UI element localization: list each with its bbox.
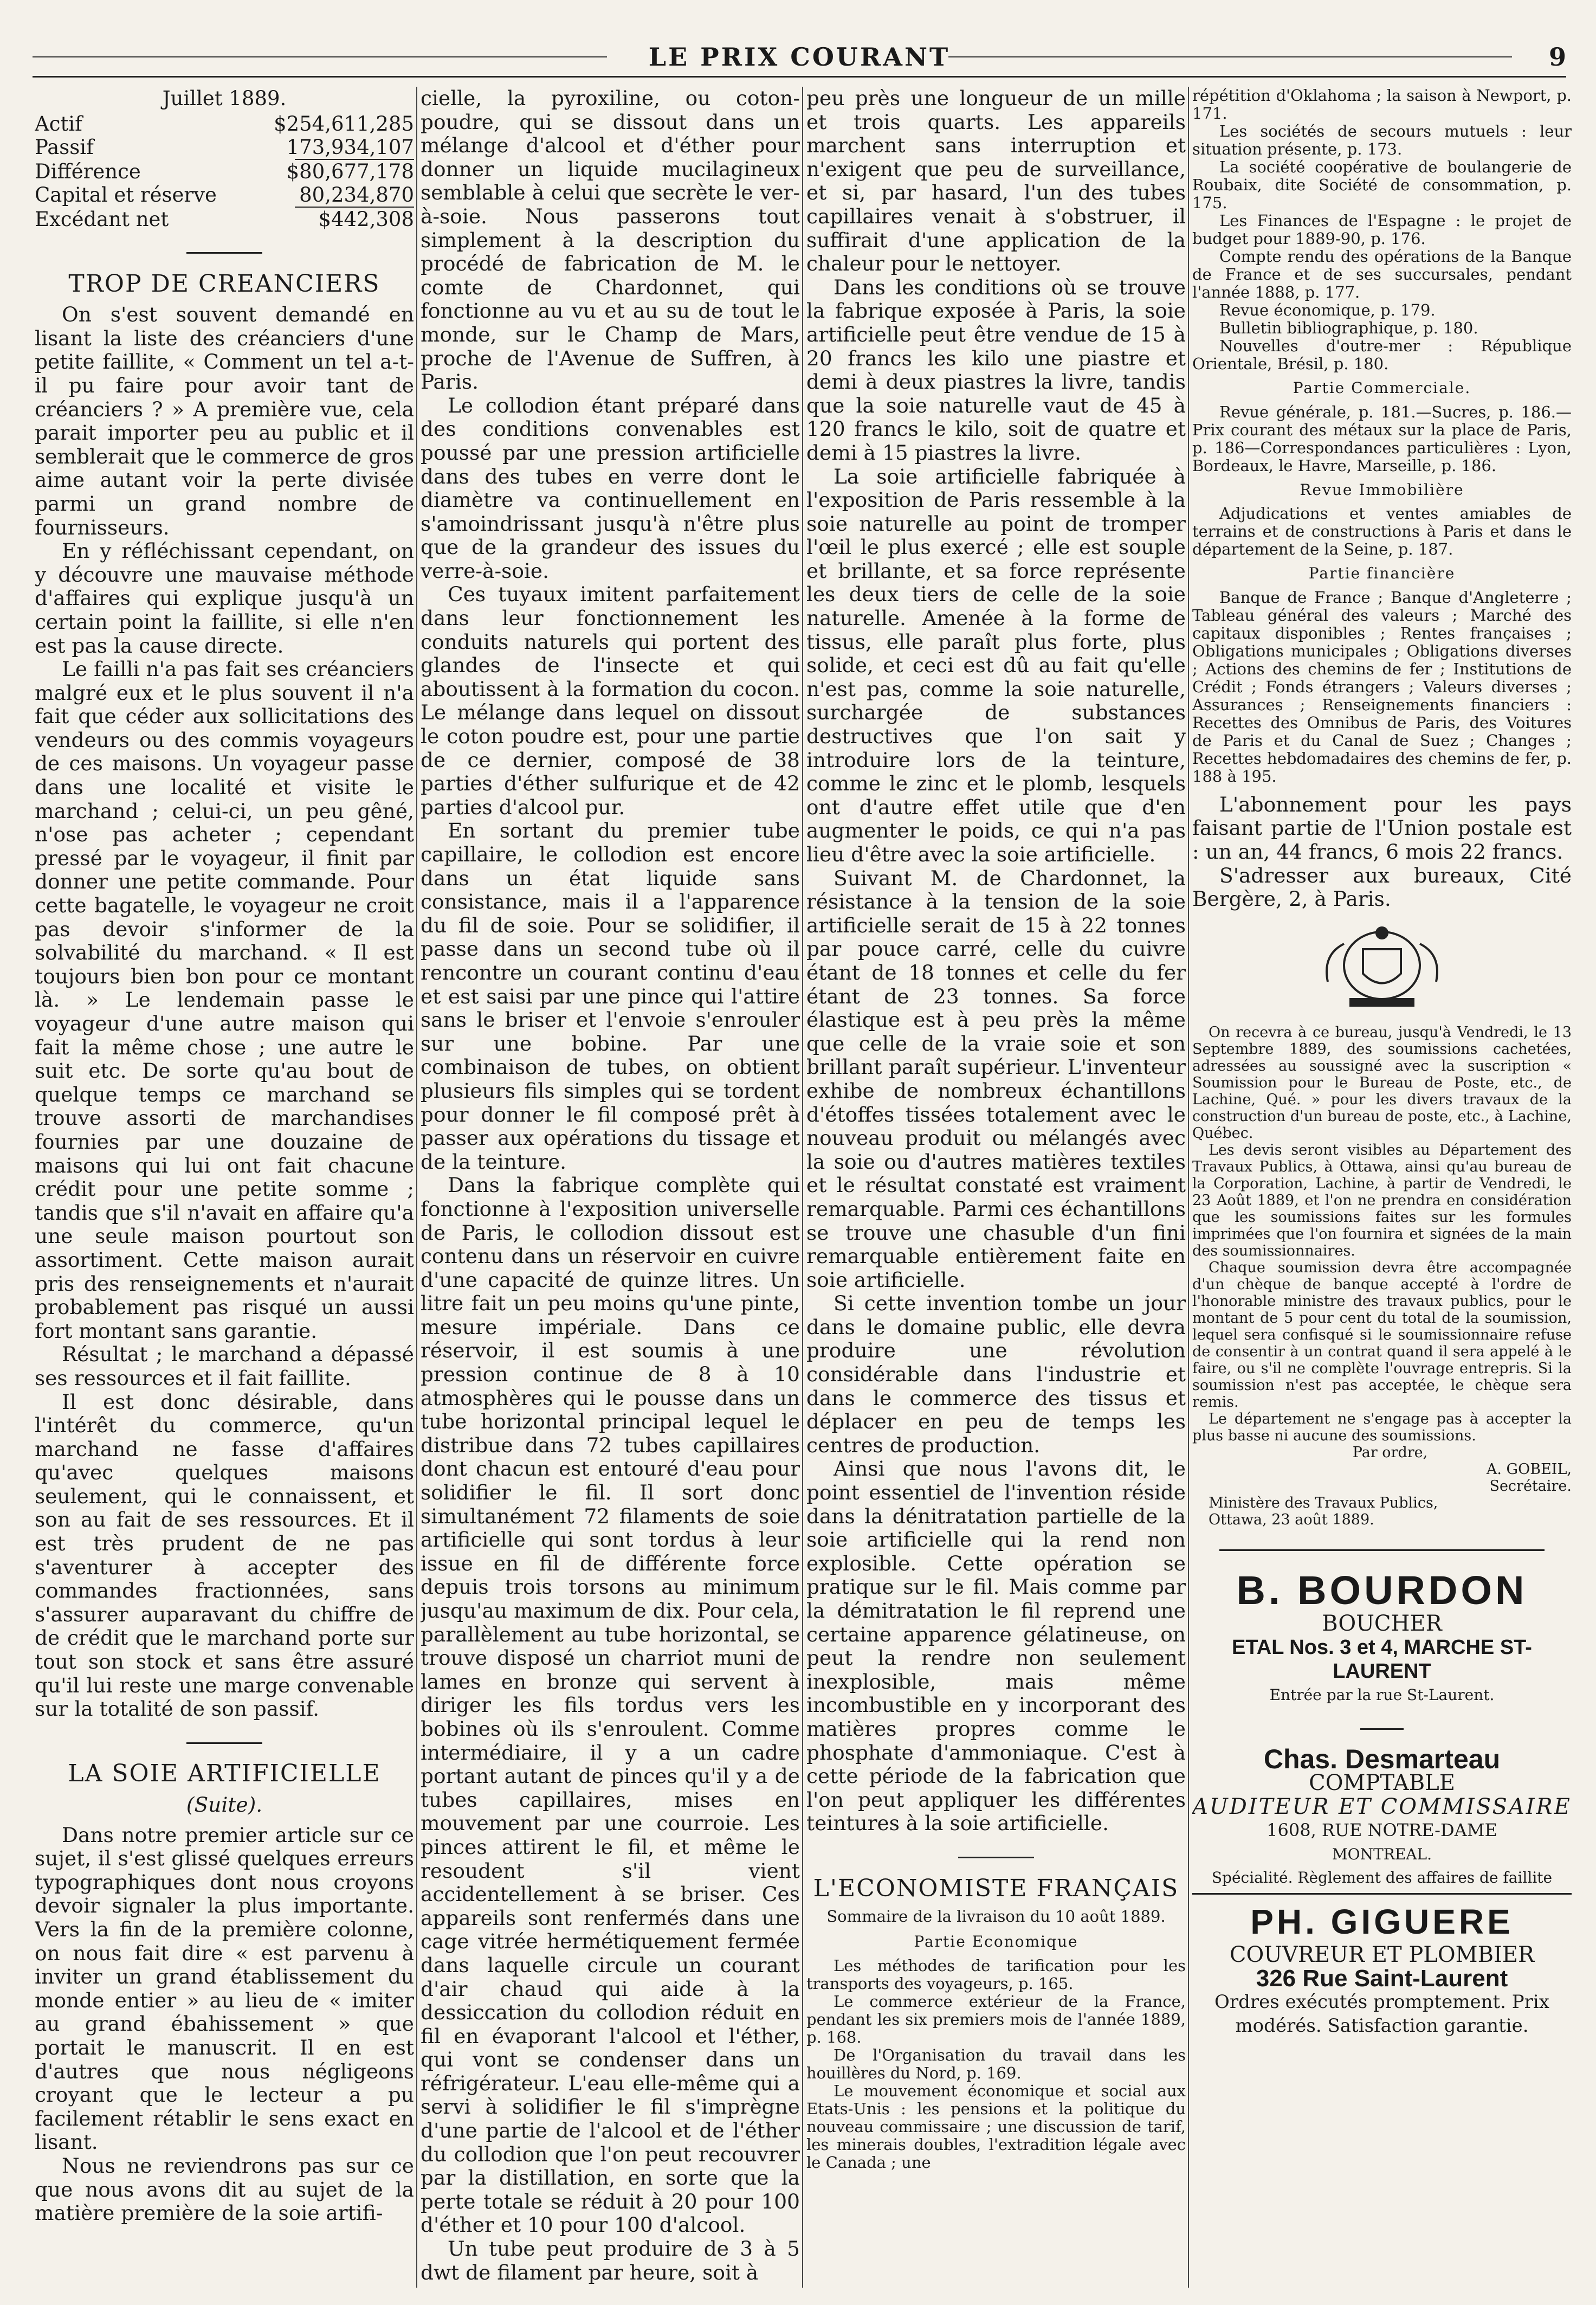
article-title: LA SOIE ARTIFICIELLE bbox=[68, 1760, 381, 1788]
notice-signature: A. GOBEIL, bbox=[1486, 1460, 1572, 1478]
summary-item: Compte rendu des opérations de la Banque de France et de ses succursales, pendant l'année 1888, p. 177. bbox=[1192, 247, 1572, 301]
summary-item: Nouvelles d'outre-mer : République Orientale, Brésil, p. 180. bbox=[1192, 337, 1572, 373]
article-paragraph: cielle, la pyroxiline, ou coton-poudre, qui se dissout dans un mélange d'alcool et d'éther pour donner un liquide mucilagineux semblable à celui que secrète le ver-à-soie. Nous passerons tout simplement à la description du procédé de fabrication de M. le comte de Chardonnet, qui fonctionne au vu et au su de tout le monde, sur le Champ de Mars, proche de l'Avenue de Suffren, à Paris. bbox=[421, 87, 800, 394]
notice-ministry: Ministère des Travaux Publics, bbox=[1209, 1494, 1438, 1511]
article-paragraph: La soie artificielle fabriquée à l'exposition de Paris ressemble à la soie naturelle au point de tromper l'œil le plus exercé ; elle est souple et brillante, et sa force représente les deux tiers de celle de la soie naturelle. Amenée à la forme de tissus, elle paraît plus forte, plus solide, et ceci est dû au fait qu'elle n'est pas, comme la soie naturelle, surchargée de substances destructives que l'on sait y introduire lors de la teinture, comme le zinc et le plomb, lesquels ont d'autre effet utile que d'en augmenter le poids, ce qui n'a pas lieu d'être avec la soie artificielle. bbox=[806, 464, 1186, 866]
article-paragraph: En sortant du premier tube capillaire, le collodion est encore dans un état liquide sans consistance, mais il a l'apparence du fil de soie. Pour se solidifier, il passe dans un second tube où il rencontre un courant continu d'eau et est saisi par une pince qui l'attire sans le briser et l'envoie s'enrouler sur une bobine. Par une combinaison de tubes, on obtient plusieurs fils simples qui se tordent pour donner le fil composé prêt à passer aux opérations du tissage et de la teinture. bbox=[421, 819, 800, 1174]
section-separator bbox=[35, 240, 414, 263]
statement-row: Actif $254,611,285 bbox=[35, 112, 414, 136]
ad-giguere-name: PH. GIGUERE bbox=[1250, 1902, 1514, 1941]
subscription-text: L'abonnement pour les pays faisant partie de l'Union postale est : un an, 44 francs, 6 mois 22 francs. bbox=[1192, 792, 1572, 864]
ad-bourdon-trade: BOUCHER bbox=[1322, 1611, 1442, 1637]
section-title: L'ECONOMISTE FRANÇAIS bbox=[813, 1874, 1179, 1902]
address-text: S'adresser aux bureaux, Cité Bergère, 2, à Paris. bbox=[1192, 863, 1572, 911]
notice-paragraph: Chaque soumission devra être accompagnée d'un chèque de banque accepté à l'ordre de l'honorable ministre des travaux publics, pour le montant de 5 pour cent du total de la soumission, lequel sera confisqué si le soumissionnaire refuse de consentir à un contrat quand il sera appelé à le faire, ou s'il ne complète l'ouvrage entrepris. Si la soumission n'est pas acceptée, le chèque sera remis. bbox=[1192, 1259, 1572, 1411]
article-paragraph: Ces tuyaux imitent parfaitement dans leur fonctionnement les conduits naturels qui portent des glandes de l'insecte et qui aboutissent à la formation du cocon. Le mélange dans lequel on dissout le coton poudre est, pour une partie de ce dernier, composé de 38 parties d'éther sulfurique et de 42 parties d'alcool pur. bbox=[421, 582, 800, 819]
article-paragraph: Suivant M. de Chardonnet, la résistance à la tension de la soie artificielle serait de 15 à 22 tonnes par pouce carré, celle du cuivre étant de 18 tonnes et celle du fer étant de 23 tonnes. Sa force élastique est à peu près la même que celle de la vraie soie et son brillant paraît supérieur. L'inventeur exhibe de nombreux échantillons d'étoffes tissées totalement avec le nouveau produit ou mélangés avec la soie ou d'autres matières textiles et le résultat constaté est vraiment remarquable. Parmi ces échantillons se trouve une chasuble d'un fini remarquable entièrement faite en soie artificielle. bbox=[806, 866, 1186, 1292]
column-2 bbox=[421, 87, 800, 2288]
column-1 bbox=[35, 87, 414, 2288]
ad-desmarteau-title: AUDITEUR ET COMMISSAIRE bbox=[1192, 1794, 1572, 1819]
ad-bourdon-stall: ETAL Nos. 3 et 4, MARCHE ST-LAURENT bbox=[1232, 1636, 1532, 1683]
summary-item: Le mouvement économique et social aux Etats-Unis : les pensions et la politique du nouveau commissaire ; une discussion de tarif, les minerais doubles, l'extradition légale avec le Canada ; une bbox=[806, 2081, 1186, 2172]
ad-desmarteau-trade: COMPTABLE bbox=[1309, 1770, 1455, 1795]
ad-giguere-trade: COUVREUR ET PLOMBIER bbox=[1229, 1942, 1535, 1967]
section-separator bbox=[35, 1730, 414, 1754]
article-paragraph: Un tube peut produire de 3 à 5 dwt de filament par heure, soit à bbox=[421, 2237, 800, 2284]
summary-item: Les Finances de l'Espagne : le projet de budget pour 1889-90, p. 176. bbox=[1192, 211, 1572, 248]
summary-item: Banque de France ; Banque d'Angleterre ; Tableau général des valeurs ; Marché des capitaux disponibles ; Rentes françaises ; Obligations municipales ; Obligations diverses ; Actions des chemins de fer ; Institutions de Crédit ; Fonds étrangers ; Valeurs diverses ; Assurances ; Renseignements financiers : Recettes des Omnibus de Paris, des Voitures de Paris et du Canal de Suez ; Changes ; Recettes hebdomadaires des chemins de fer, p. 188 à 195. bbox=[1192, 588, 1572, 785]
section-separator bbox=[1192, 1716, 1572, 1740]
article-subtitle: (Suite). bbox=[186, 1793, 263, 1817]
article-paragraph: Dans notre premier article sur ce sujet, il s'est glissé quelques erreurs typographiques dont nous croyons devoir signaler la plus importante. Vers la fin de la première colonne, on nous fait dire « est parvenu à inviter un grand établissement du monde entier » au lieu de « imiter au grand ébahissement » que portait le manuscrit. Il en est d'autres que nous négligeons croyant que le lecteur a pu facilement rétablir le sens exact en lisant. bbox=[35, 1823, 414, 2154]
page-number: 9 bbox=[1548, 42, 1566, 72]
section-separator bbox=[806, 1844, 1186, 1868]
notice-by-order: Par ordre, bbox=[1352, 1444, 1428, 1461]
article-paragraph: Résultat ; le marchand a dépassé ses ressources et il fait faillite. bbox=[35, 1342, 414, 1390]
ad-bourdon-entry: Entrée par la rue St-Laurent. bbox=[1269, 1686, 1495, 1704]
article-title: TROP DE CREANCIERS bbox=[68, 269, 380, 298]
ad-desmarteau-name: Chas. Desmarteau bbox=[1263, 1744, 1501, 1775]
statement-row: Passif 173,934,107 bbox=[35, 136, 414, 159]
summary-item: Revue générale, p. 181.—Sucres, p. 186.—Prix courant des métaux sur la place de Paris, p. 186—Correspondances particulières : Lyon, Bordeaux, le Havre, Marseille, p. 186. bbox=[1192, 402, 1572, 475]
summary-item: La société coopérative de boulangerie de Roubaix, dite Société de consommation, p. 175. bbox=[1192, 158, 1572, 212]
article-paragraph: Le collodion étant préparé dans des conditions convenables est poussé par une pression artificielle dans des tubes en verre dont le diamètre va continuellement en s'amoindrissant jusqu'à n'être plus que de la grandeur des issues du verre-à-soie. bbox=[421, 393, 800, 583]
ad-giguere-note: Ordres exécutés promptement. Prix modérés. Satisfaction garantie. bbox=[1214, 1991, 1549, 2037]
article-paragraph: Ainsi que nous l'avons dit, le point essentiel de l'invention réside dans la dénitratation partielle de la soie artificielle qui la rend non explosible. Cette opération se pratique sur le fil. Mais comme par la démitratation le fil reprend une certaine apparence gélatineuse, on peut la rendre non seulement inexplosible, mais même incombustible en y incorporant des matières propres comme le phosphate d'ammoniaque. C'est à cette période de la fabrication que l'on peut appliquer les différentes teintures à la soie artificielle. bbox=[806, 1457, 1186, 1836]
notice-paragraph: On recevra à ce bureau, jusqu'à Vendredi, le 13 Septembre 1889, des soumissions cachetées, adressées au soussigné avec la suscription « Soumission pour le Bureau de Poste, etc., de Lachine, Qué. » pour les divers travaux de la construction d'un bureau de poste, etc., à Lachine, Québec. bbox=[1192, 1023, 1572, 1142]
column-divider bbox=[416, 87, 417, 2288]
newspaper-title: LE PRIX COURANT bbox=[648, 42, 951, 72]
article-paragraph: peu près une longueur de un mille et trois quarts. Les appareils marchent sans interruption et n'exigent que peu de surveillance, et si, par hasard, l'un des tubes capillaires venait à s'obstruer, il suffirait d'une application de la chaleur pour le nettoyer. bbox=[806, 87, 1186, 276]
summary-item: De l'Organisation du travail dans les houillères du Nord, p. 169. bbox=[806, 2045, 1186, 2082]
statement-row: Capital et réserve 80,234,870 bbox=[35, 183, 414, 207]
article-paragraph: Nous ne reviendrons pas sur ce que nous avons dit au sujet de la matière première de la soie artifi- bbox=[35, 2153, 414, 2225]
summary-item: Revue économique, p. 179. bbox=[1219, 301, 1436, 319]
notice-paragraph: Le département ne s'engage pas à accepter la plus basse ni aucune des soumissions. bbox=[1192, 1410, 1572, 1444]
column-3 bbox=[806, 87, 1186, 2288]
notice-signature-title: Secrétaire. bbox=[1489, 1477, 1572, 1495]
article-paragraph: Dans la fabrique complète qui fonctionne à l'exposition universelle de Paris, le collodion dissout est contenu dans un réservoir en cuivre d'une capacité de quinze litres. Un litre fait un peu moins qu'une pinte, mesure impériale. Dans ce réservoir, il est soumis à une pression continue de 8 à 10 atmosphères qui le pousse dans un tube horizontal principal lequel le distribue dans 72 tubes capillaires dont chacun est entouré d'eau pour solidifier le fil. Il sort donc simultanément 72 filaments de soie artificielle qui sont tordus à leur issue en fil de différente force depuis trois torsons au minimum jusqu'au maximum de dix. Pour cela, parallèlement au tube horizontal, se trouve disposé un charriot muni de lames en bronze qui servent à diriger les fils tordus vers les bobines où ils s'enroulent. Comme intermédiaire, il y a un cadre portant autant de pinces qu'il y a de tubes capillaires, mises en mouvement par une courroie. Les pinces attirent le fil, et même le resoudent s'il vient accidentellement à se briser. Ces appareils sont renfermés dans une cage vitrée hermétiquement fermée dans laquelle circule un courant d'air chaud qui aide à la dessiccation du collodion réduit en fil en évaporant l'alcool et l'éther, qui vont se condenser dans un réfrigérateur. L'eau elle-même qui a servi à solidifier le fil s'imprègne d'une partie de l'alcool et de l'éther du collodion que l'on peut recouvrer par la distillation, en sorte que la perte totale se réduit à 20 pour 100 d'éther et 10 pour 100 d'alcool. bbox=[421, 1173, 800, 2237]
statement-date: Juillet 1889. bbox=[162, 87, 287, 110]
article-paragraph: Dans les conditions où se trouve la fabrique exposée à Paris, la soie artificielle peut être vendue de 15 à 20 francs les kilo une piastre et demi à deux piastres la livre, tandis que la soie naturelle vaut de 45 à 120 francs le kilo, soit de quatre et demi à 15 piastres la livre. bbox=[806, 275, 1186, 465]
article-paragraph: Le failli n'a pas fait ses créanciers malgré eux et le plus souvent il n'a fait que céder aux sollicitations des vendeurs ou des commis voyageurs de ces maisons. Un voyageur passe dans une localité et visite le marchand ; celui-ci, un peu gêné, n'ose pas acheter ; cependant pressé par le voyageur, il finit par donner une petite commande. Pour cette bagatelle, le voyageur ne croit pas devoir s'informer de la solvabilité du marchand. « Il est toujours bien bon pour ce montant là. » Le lendemain passe le voyageur d'une autre maison qui fait la même chose ; une autre le suit etc. De sorte qu'au bout de quelque temps ce marchand se trouve assorti de marchandises fournies par une douzaine de maisons qui lui ont fait chacune crédit pour une petite somme ; tandis que s'il n'avait en affaire qu'a une seule maison pourtout son assortiment. Cette maison aurait pris des renseignements et n'aurait probablement pas risqué un aussi fort montant sans garantie. bbox=[35, 657, 414, 1343]
summary-item: Adjudications et ventes amiables de terrains et de constructions à Paris et dans le département de la Seine, p. 187. bbox=[1192, 504, 1572, 559]
ad-giguere-address: 326 Rue Saint-Laurent bbox=[1256, 1965, 1508, 1992]
subsection-title: Partie Economique bbox=[914, 1933, 1078, 1951]
page-header bbox=[33, 38, 1566, 78]
subsection-title: Revue Immobilière bbox=[1300, 480, 1464, 499]
statement-row: Excédant net $442,308 bbox=[35, 208, 414, 231]
tender-notice bbox=[1192, 1024, 1572, 1528]
column-4 bbox=[1192, 87, 1572, 2288]
article-paragraph: On s'est souvent demandé en lisant la liste des créanciers d'une petite faillite, « Comment un tel a-t-il pu faire pour avoir tant de créanciers ? » A première vue, cela parait importer peu au public et il semblerait que le commerce de gros aime autant voir la perte divisée parmi un grand nombre de fournisseurs. bbox=[35, 302, 414, 539]
article-paragraph: Il est donc désirable, dans l'intérêt du commerce, qu'un marchand ne fasse d'affaires qu'avec quelques maisons seulement, qui le connaissent, et son au fait de ses ressources. Et il est très prudent de ne pas s'aventurer à accepter des commandes fractionnées, sans s'assurer auparavant du chiffre de de crédit que le marchand porte sur tout son stock et sans être assuré qu'il lui reste une marge convenable sur la totalité de son passif. bbox=[35, 1389, 414, 1721]
section-separator bbox=[1192, 1537, 1572, 1561]
subsection-title: Partie financière bbox=[1308, 564, 1456, 583]
summary-item: répétition d'Oklahoma ; la saison à Newport, p. 171. bbox=[1192, 87, 1572, 123]
summary-item: Les méthodes de tarification pour les transports des voyageurs, p. 165. bbox=[806, 1956, 1186, 1993]
ad-desmarteau-address: 1608, RUE NOTRE-DAME bbox=[1267, 1820, 1497, 1841]
article-paragraph: Si cette invention tombe un jour dans le domaine public, elle devra produire une révolution considérable dans l'industrie et dans le commerce des tissus et déplacer en peu de temps les centres de production. bbox=[806, 1291, 1186, 1457]
notice-paragraph: Les devis seront visibles au Département des Travaux Publics, à Ottawa, ainsi qu'au bureau de la Corporation, Lachine, à partir de Vendredi, le 23 Août 1889, et l'on ne prendra en considération que les soumissions faites sur les formules imprimées que l'on fournira et signées de la main des soumissionnaires. bbox=[1192, 1141, 1572, 1259]
ad-bourdon-name: B. BOURDON bbox=[1236, 1568, 1528, 1613]
financial-statement bbox=[35, 87, 414, 231]
summary-item: Les sociétés de secours mutuels : leur situation présente, p. 173. bbox=[1192, 122, 1572, 158]
column-divider bbox=[802, 87, 803, 2288]
subsection-title: Partie Commerciale. bbox=[1293, 379, 1471, 397]
summary-item: Le commerce extérieur de la France, pendant les six premiers mois de l'année 1889, p. 168. bbox=[806, 1992, 1186, 2046]
statement-row: Différence $80,677,178 bbox=[35, 160, 414, 183]
summary-item: Bulletin bibliographique, p. 180. bbox=[1219, 319, 1478, 337]
column-divider bbox=[1188, 87, 1189, 2288]
ad-desmarteau-city: MONTREAL. bbox=[1332, 1845, 1432, 1863]
ad-desmarteau-specialty: Spécialité. Règlement des affaires de faillite bbox=[1192, 1866, 1572, 1895]
summary-line: Sommaire de la livraison du 10 août 1889. bbox=[826, 1907, 1166, 1926]
notice-place-date: Ottawa, 23 août 1889. bbox=[1209, 1511, 1374, 1528]
coat-of-arms-icon bbox=[1311, 922, 1452, 1014]
article-paragraph: En y réfléchissant cependant, on y découvre une mauvaise méthode d'affaires qui explique jusqu'à un certain point la faillite, si elle n'en est pas la cause directe. bbox=[35, 539, 414, 658]
